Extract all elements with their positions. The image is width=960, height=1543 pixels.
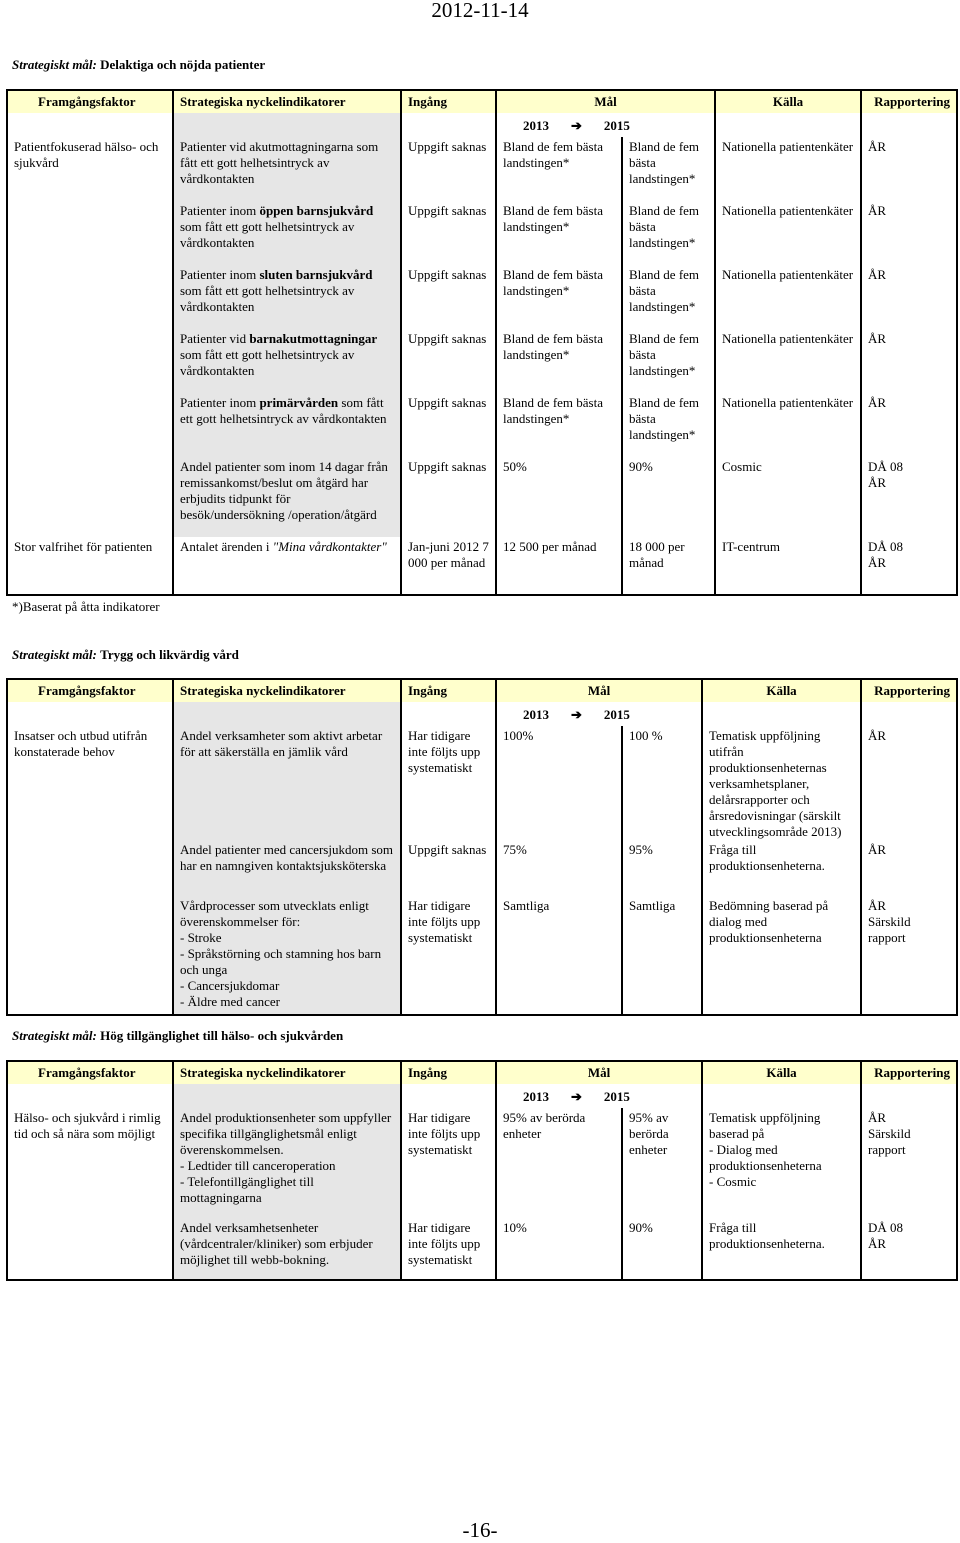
col-header-indicators: Strategiska nyckelindikatorer: [173, 90, 401, 113]
reporting-cell: ÅR: [861, 137, 957, 201]
reporting-cell: DÅ 08 ÅR: [861, 457, 957, 537]
input-cell: Uppgift saknas: [401, 457, 496, 537]
reporting-cell: DÅ 08 ÅR: [861, 1218, 957, 1280]
source-cell: Nationella patientenkäter: [715, 265, 861, 329]
goal-2013-cell: 95% av berörda enheter: [496, 1108, 622, 1218]
goal-2015-cell: Samtliga: [622, 896, 702, 1015]
table-row: [7, 896, 957, 1015]
source-cell: Cosmic: [715, 457, 861, 537]
table-row: [7, 137, 957, 201]
reporting-cell: ÅR: [861, 726, 957, 840]
col-header-reporting: Rapportering: [861, 1061, 957, 1084]
col-header-goal: Mål: [496, 1061, 702, 1084]
source-cell: Nationella patientenkäter: [715, 201, 861, 265]
goal-2015-cell: 95% av berörda enheter: [622, 1108, 702, 1218]
goal-2013-cell: Bland de fem bästa landstingen*: [496, 265, 622, 329]
indicator-cell: Patienter vid akutmottagningarna som fått ett gott helhetsintryck av vårdkontakten: [173, 137, 401, 201]
input-cell: Uppgift saknas: [401, 201, 496, 265]
years-row: [7, 702, 957, 726]
source-cell: Nationella patientenkäter: [715, 329, 861, 393]
goal-2013-cell: 100%: [496, 726, 622, 840]
col-header-input: Ingång: [401, 1061, 496, 1084]
input-cell: Uppgift saknas: [401, 840, 496, 896]
source-cell: Nationella patientenkäter: [715, 137, 861, 201]
goals-table-1: [6, 89, 958, 596]
goal-2015-cell: 95%: [622, 840, 702, 896]
goals-table-3: [6, 1060, 958, 1281]
indicator-cell: Vårdprocesser som utvecklats enligt överenskommelser för: - Stroke - Språkstörning och stamning hos barn och unga - Cancersjukdomar - Äldre med cancer: [173, 896, 401, 1015]
col-header-reporting: Rapportering: [861, 90, 957, 113]
factor-cell: Hälso- och sjukvård i rimlig tid och så nära som möjligt: [7, 1108, 173, 1218]
col-header-factor: Framgångsfaktor: [7, 679, 173, 702]
table-row: [7, 840, 957, 896]
source-cell: IT-centrum: [715, 537, 861, 595]
factor-cell: Stor valfrihet för patienten: [7, 537, 173, 595]
years-range: 2013 ➔ 2015: [496, 1084, 702, 1108]
table-header: [7, 90, 957, 113]
indicator-cell: Patienter inom öppen barnsjukvård som fått ett gott helhetsintryck av vårdkontakten: [173, 201, 401, 265]
footnote: *)Baserat på åtta indikatorer: [12, 599, 160, 614]
goal-2013-cell: Samtliga: [496, 896, 622, 1015]
col-header-input: Ingång: [401, 90, 496, 113]
indicator-cell: Patienter inom primärvården som fått ett gott helhetsintryck av vårdkontakten: [173, 393, 401, 457]
col-header-source: Källa: [715, 90, 861, 113]
input-cell: Uppgift saknas: [401, 329, 496, 393]
table-row: [7, 1108, 957, 1218]
indicator-cell: Andel patienter med cancersjukdom som har en namngiven kontaktsjuksköterska: [173, 840, 401, 896]
years-row: [7, 113, 957, 137]
table-row: [7, 537, 957, 595]
reporting-cell: ÅR: [861, 840, 957, 896]
goal-2013-cell: Bland de fem bästa landstingen*: [496, 137, 622, 201]
reporting-cell: DÅ 08 ÅR: [861, 537, 957, 595]
table-row: [7, 393, 957, 457]
factor-cell: Patientfokuserad hälso- och sjukvård: [7, 137, 173, 201]
goal-2015-cell: 100 %: [622, 726, 702, 840]
goal-2013-cell: Bland de fem bästa landstingen*: [496, 393, 622, 457]
reporting-cell: ÅR Särskild rapport: [861, 896, 957, 1015]
years-range: 2013 ➔ 2015: [496, 702, 702, 726]
source-cell: Nationella patientenkäter: [715, 393, 861, 457]
arrow-right-icon: ➔: [571, 118, 582, 133]
input-cell: Jan-juni 2012 7 000 per månad: [401, 537, 496, 595]
goal-2013-cell: 75%: [496, 840, 622, 896]
goal-2013-cell: 12 500 per månad: [496, 537, 622, 595]
goal-2015-cell: 90%: [622, 1218, 702, 1280]
page-number: -16-: [462, 1518, 498, 1542]
goal-2015-cell: Bland de fem bästa landstingen*: [622, 201, 715, 265]
section-heading-1: [12, 57, 265, 73]
source-cell: Bedömning baserad på dialog med produktionsenheterna: [702, 896, 861, 1015]
table-row: [7, 201, 957, 265]
goal-2015-cell: Bland de fem bästa landstingen*: [622, 137, 715, 201]
goal-2013-cell: 10%: [496, 1218, 622, 1280]
goal-2015-cell: Bland de fem bästa landstingen*: [622, 329, 715, 393]
reporting-cell: ÅR Särskild rapport: [861, 1108, 957, 1218]
section-heading-2: Strategiskt mål: Trygg och likvärdig vård: [12, 647, 239, 662]
arrow-right-icon: ➔: [571, 707, 582, 722]
table-row: [7, 329, 957, 393]
arrow-right-icon: ➔: [571, 1089, 582, 1104]
section-prefix: Strategiskt mål:: [12, 57, 97, 72]
source-cell: Fråga till produktionsenheterna.: [702, 1218, 861, 1280]
years-range: 2013 ➔ 2015: [496, 113, 715, 137]
table-row: [7, 457, 957, 537]
col-header-indicators: Strategiska nyckelindikatorer: [173, 1061, 401, 1084]
input-cell: Uppgift saknas: [401, 393, 496, 457]
col-header-source: Källa: [702, 1061, 861, 1084]
input-cell: Uppgift saknas: [401, 137, 496, 201]
years-row: [7, 1084, 957, 1108]
reporting-cell: ÅR: [861, 393, 957, 457]
input-cell: Har tidigare inte följts upp systematiskt: [401, 896, 496, 1015]
indicator-cell: Andel verksamhetsenheter (vårdcentraler/kliniker) som erbjuder möjlighet till webb-bokning.: [173, 1218, 401, 1280]
input-cell: Har tidigare inte följts upp systematiskt: [401, 1108, 496, 1218]
document-date: 2012-11-14: [431, 0, 529, 22]
section-title: Delaktiga och nöjda patienter: [100, 57, 266, 72]
table-header: [7, 1061, 957, 1084]
source-cell: Tematisk uppföljning baserad på - Dialog med produktionsenheterna - Cosmic: [702, 1108, 861, 1218]
input-cell: Har tidigare inte följts upp systematiskt: [401, 726, 496, 840]
indicator-cell: Andel produktionsenheter som uppfyller specifika tillgänglighetsmål enligt överenskommelsen. - Ledtider till canceroperation - Telefontillgänglighet till mottagningarna: [173, 1108, 401, 1218]
source-cell: Fråga till produktionsenheterna.: [702, 840, 861, 896]
reporting-cell: ÅR: [861, 265, 957, 329]
indicator-cell: Patienter vid barnakutmottagningar som fått ett gott helhetsintryck av vårdkontakten: [173, 329, 401, 393]
col-header-indicators: Strategiska nyckelindikatorer: [173, 679, 401, 702]
goal-2015-cell: 90%: [622, 457, 715, 537]
indicator-cell: Andel verksamheter som aktivt arbetar för att säkerställa en jämlik vård: [173, 726, 401, 840]
input-cell: Har tidigare inte följts upp systematiskt: [401, 1218, 496, 1280]
goals-table-2: [6, 678, 958, 1016]
section-heading-3: Strategiskt mål: Hög tillgänglighet till hälso- och sjukvården: [12, 1028, 344, 1043]
table-header: [7, 679, 957, 702]
col-header-reporting: Rapportering: [861, 679, 957, 702]
col-header-goal: Mål: [496, 90, 715, 113]
factor-cell: Insatser och utbud utifrån konstaterade behov: [7, 726, 173, 840]
indicator-cell: Antalet ärenden i "Mina vårdkontakter": [173, 537, 401, 595]
indicator-cell: Andel patienter som inom 14 dagar från remissankomst/beslut om åtgärd har erbjudits tidpunkt för besök/undersökning /operation/åtgärd: [173, 457, 401, 537]
goal-2013-cell: Bland de fem bästa landstingen*: [496, 329, 622, 393]
indicator-cell: Patienter inom sluten barnsjukvård som fått ett gott helhetsintryck av vårdkontakten: [173, 265, 401, 329]
reporting-cell: ÅR: [861, 329, 957, 393]
reporting-cell: ÅR: [861, 201, 957, 265]
source-cell: Tematisk uppföljning utifrån produktionsenheternas verksamhetsplaner, delårsrapporter och årsredovisningar (särskilt utvecklingsområde 2013): [702, 726, 861, 840]
col-header-input: Ingång: [401, 679, 496, 702]
goal-2015-cell: 18 000 per månad: [622, 537, 715, 595]
col-header-factor: Framgångsfaktor: [7, 1061, 173, 1084]
table-row: [7, 265, 957, 329]
goal-2013-cell: Bland de fem bästa landstingen*: [496, 201, 622, 265]
goal-2015-cell: Bland de fem bästa landstingen*: [622, 393, 715, 457]
goal-2013-cell: 50%: [496, 457, 622, 537]
goal-2015-cell: Bland de fem bästa landstingen*: [622, 265, 715, 329]
col-header-source: Källa: [702, 679, 861, 702]
table-row: [7, 1218, 957, 1280]
col-header-goal: Mål: [496, 679, 702, 702]
table-row: [7, 726, 957, 840]
input-cell: Uppgift saknas: [401, 265, 496, 329]
col-header-factor: Framgångsfaktor: [7, 90, 173, 113]
